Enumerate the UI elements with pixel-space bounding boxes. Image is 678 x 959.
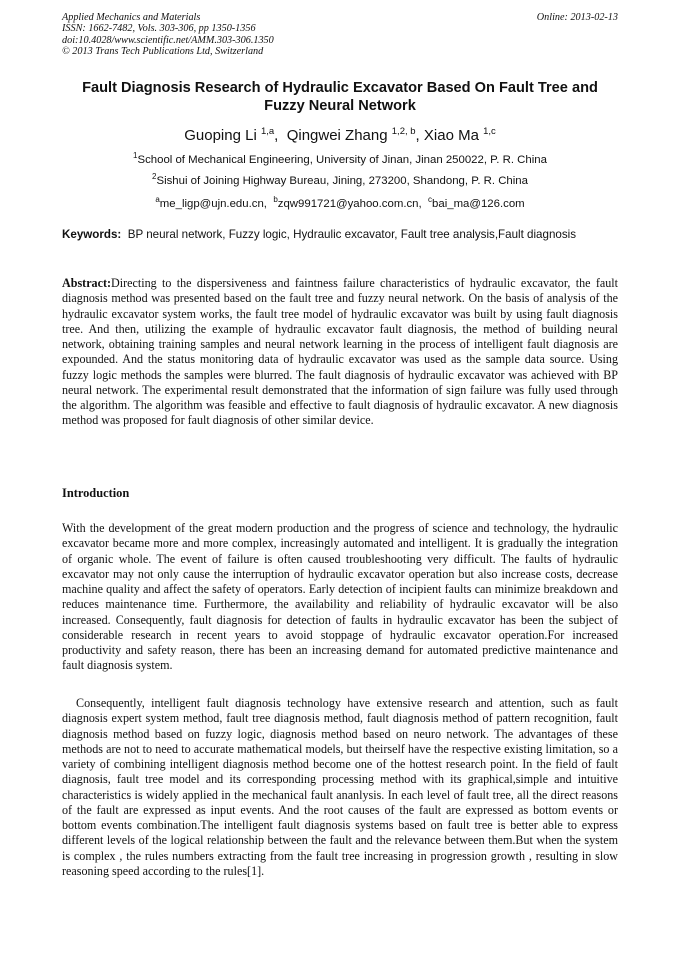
doi-line: doi:10.4028/www.scientific.net/AMM.303-306.1350 <box>62 34 274 46</box>
affiliation-mark: 2 <box>152 172 157 181</box>
author-name: Xiao Ma <box>423 127 479 144</box>
email-link[interactable]: me_ligp@ujn.edu.cn, <box>159 197 267 210</box>
email-mark: a <box>155 195 160 204</box>
keywords-text: BP neural network, Fuzzy logic, Hydraulic excavator, Fault tree analysis,Fault diagnosis <box>127 228 577 241</box>
author-separator: , <box>415 127 424 144</box>
email-link[interactable]: zqw991721@yahoo.com.cn, <box>277 197 422 210</box>
email-link[interactable]: bai_ma@126.com <box>432 197 525 210</box>
affiliation-mark: 1 <box>133 151 138 160</box>
author-affiliation-mark: 1,a <box>260 126 275 137</box>
abstract-text: Directing to the dispersiveness and faintness failure characteristics of hydraulic excavator, the fault diagnosis method was presented based on the fault tree and fuzzy neural network. On the basis of analysis of the hydraulic excavator system works, the fault tree model of hydraulic excavator was built by using fault diagnosis tree. And then, utilizing the example of hydraulic excavator fault diagnosis, the method of building neural network, obtaining training samples and neural network learning in the process of intelligent fault diagnosis are expounded. And the status monitoring data of hydraulic excavator was used as the sample data source. Using fuzzy logic methods the samples were blurred. The fault diagnosis of hydraulic excavator was achieved with BP neural network. The experimental result demonstrated that the information of sign failure was fully used through the algorithm. The algorithm was feasible and effective to fault diagnosis of hydraulic excavator. A new diagnosis method was proposed for fault diagnosis of other similar device. <box>62 276 618 428</box>
email-mark: c <box>428 195 433 204</box>
online-date: Online: 2013-02-13 <box>536 12 618 23</box>
author-name: Qingwei Zhang <box>286 127 388 144</box>
affiliation-text: Sishui of Joining Highway Bureau, Jining, 273200, Shandong, P. R. China <box>156 174 528 187</box>
journal-header <box>62 12 618 58</box>
author-name: Guoping Li <box>184 127 257 144</box>
introduction-paragraph-2: Consequently, intelligent fault diagnosis technology have extensive research and attention, such as fault diagnosis expert system method, fault tree diagnosis method, fault diagnosis method of pattern recognition, fault diagnosis method based on fuzzy logic, diagnosis method based on neuro network. The advantages of these methods are not to need to accurate mathematical models, but theirself have the respective existing limitation, so a variety of combining intelligent diagnosis method become one of the hottest research point. In the field of fault diagnosis, fault tree model and its corresponding processing method with its graphical,simple and intuitive characteristics is widely applied in the mechanical fault ananlysis. In each level of fault tree, all the direct reasons of the fault are expressed as input events. And the root causes of the fault are expressed as bottom events or bottom events combination.The intelligent fault diagnosis systems based on fault tree is better able to express different levels of the logical relationship between the fault and the relevance between them.But when the system is complex , the rules numbers extracting from the fault tree increasing in progression growth , resulting in slow reasoning speed according to the rules[1]. <box>62 696 618 878</box>
author-separator: , <box>274 127 287 144</box>
author-affiliation-mark: 1,c <box>483 126 496 137</box>
section-heading-introduction: Introduction <box>62 486 130 500</box>
keywords-block <box>62 228 618 243</box>
issn-line: ISSN: 1662-7482, Vols. 303-306, pp 1350-1356 <box>62 23 256 35</box>
author-list <box>62 123 618 145</box>
affiliation-2 <box>62 170 618 188</box>
copyright-line: © 2013 Trans Tech Publications Ltd, Switzerland <box>62 46 264 58</box>
author-emails <box>62 193 618 211</box>
email-mark: b <box>273 195 278 204</box>
affiliation-1 <box>62 149 618 167</box>
keywords-label: Keywords: <box>62 228 122 241</box>
journal-name: Applied Mechanics and Materials <box>62 12 201 23</box>
abstract-label: Abstract: <box>62 276 112 290</box>
abstract-block <box>62 276 618 429</box>
author-affiliation-mark: 1,2, b <box>391 126 416 137</box>
introduction-paragraph-1: With the development of the great modern production and the progress of science and technology, the hydraulic excavator became more and more complex, increasingly automated and intelligent. It is gradually the integration of organic whole. The event of failure is often caused troubleshooting very difficult. The faults of hydraulic excavator may not only cause the interruption of hydraulic excavator operation but also increase costs, decrease machine quality and affect the safety of operators. Early detection of incipient faults can minimize breakdown and reduces maintenance time. Furthermore, the availability and reliability of hydraulic excavator will be also increased. Consequently, fault diagnosis for detection of faults in hydraulic excavator has been the subject of considerable research in recent years to avoid stoppage of hydraulic excavator operation.For increased productivity and safety reason, there has been an increasing demand for automated predictive maintenance and fault diagnosis system. <box>62 521 618 673</box>
affiliation-text: School of Mechanical Engineering, University of Jinan, Jinan 250022, P. R. China <box>137 153 547 166</box>
paper-title: Fault Diagnosis Research of Hydraulic Excavator Based On Fault Tree and Fuzzy Neural Network <box>82 80 598 114</box>
